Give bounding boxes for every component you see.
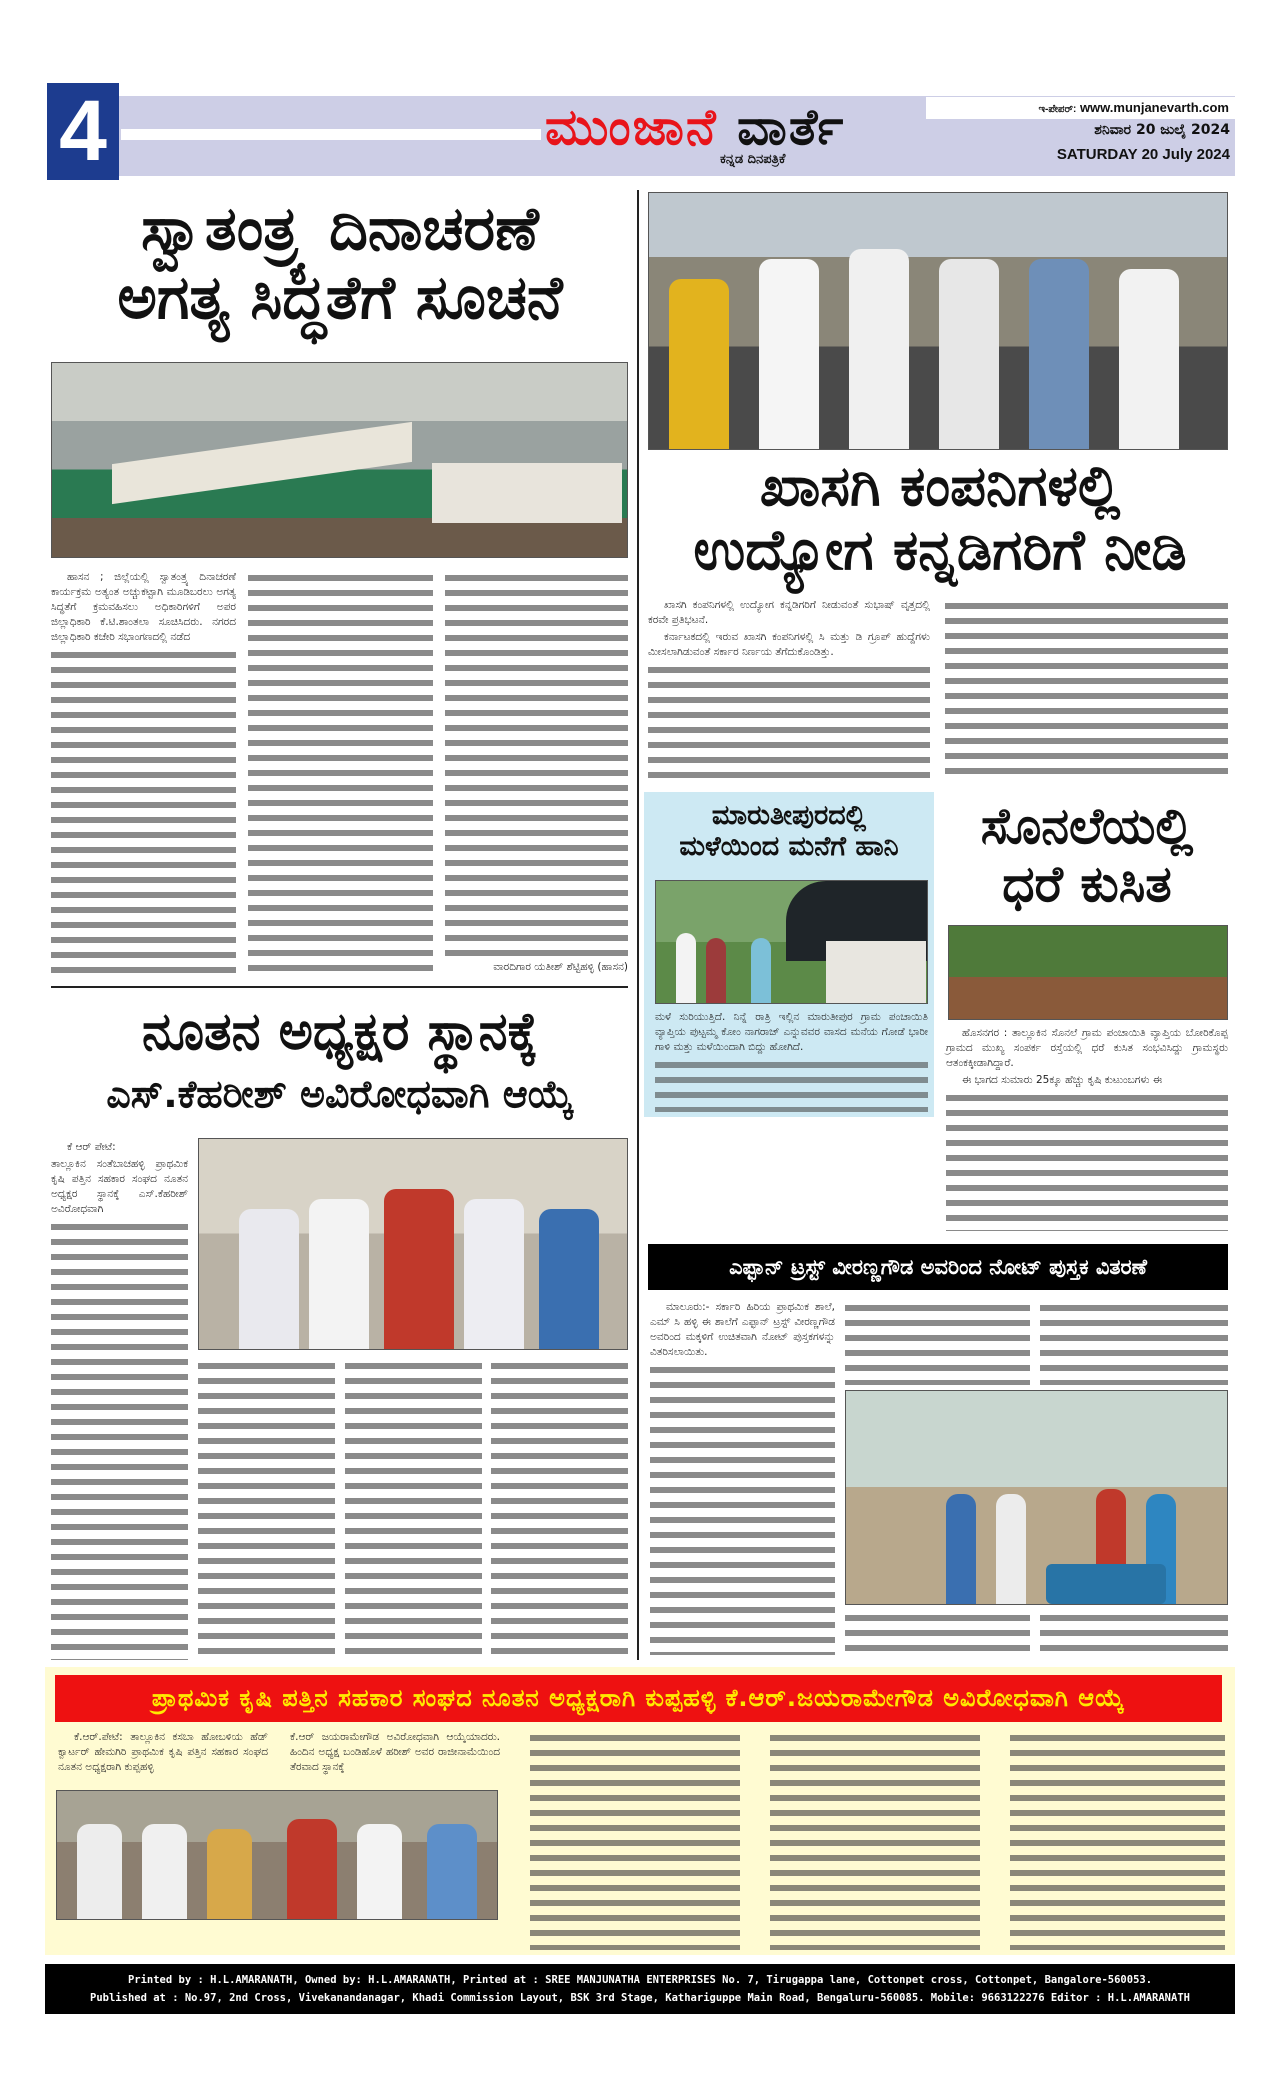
president-lead: ತಾಲ್ಲೂಕಿನ ಸಂತೆಬಾಚಹಳ್ಳಿ ಪ್ರಾಥಮಿಕ ಕೃಷಿ ಪತ್ತಿನ ಸಹಕಾರ ಸಂಘದ ನೂತನ ಅಧ್ಯಕ್ಷರ ಸ್ಥಾನಕ್ಕೆ ಎಸ್.ಕೆಹರೀಶ್ ಅವಿರೋಧವಾಗಿ	[51, 1158, 188, 1215]
president-dateline: ಕೆ ಆರ್ ಪೇಟೆ:	[67, 1141, 116, 1153]
jobs-lead-2: ಕರ್ನಾಟಕದಲ್ಲಿ ಇರುವ ಖಾಸಗಿ ಕಂಪನಿಗಳಲ್ಲಿ ಸಿ ಮತ್ತು ಡಿ ಗ್ರೂಪ್ ಹುದ್ದೆಗಳು ಮೀಸಲಾಗಿಡುವಂತೆ ಸರ್ಕಾರ ನಿರ್ಣಯ ತೆಗೆದುಕೊಂಡಿತ್ತು.	[648, 631, 930, 658]
meeting-photo	[51, 362, 628, 558]
notebook-col-1	[650, 1300, 835, 1655]
epaper-label: ಇ-ಪೇಪರ್:	[1038, 104, 1077, 115]
sonale-text	[946, 1026, 1228, 1231]
president-col-3	[345, 1358, 482, 1660]
president-col-2	[198, 1358, 335, 1660]
president-col-1	[51, 1140, 188, 1660]
coop-col-5	[1010, 1730, 1225, 1950]
president-photo	[198, 1138, 628, 1350]
notebook-lead: ಮಾಲೂರು:- ಸರ್ಕಾರಿ ಹಿರಿಯ ಪ್ರಾಥಮಿಕ ಶಾಲೆ, ಎಮ್ ಸಿ ಹಳ್ಳಿ ಈ ಶಾಲೆಗೆ ಎಫ್ಫಾನ್ ಟ್ರಸ್ಟ್ ವೀರಣ್ಣಗೌಡ ಅವರಿಂದ ಮಕ್ಕಳಿಗೆ ಉಚಿತವಾಗಿ ನೋಟ್ ಪುಸ್ತಕಗಳನ್ನು ವಿತರಿಸಲಾಯಿತು.	[650, 1301, 835, 1358]
jobs-col-2	[945, 598, 1228, 782]
page-number: 4	[47, 83, 119, 180]
house-damage-photo	[655, 880, 928, 1004]
tagline: ಕನ್ನಡ ದಿನಪತ್ರಿಕೆ	[720, 152, 786, 167]
notebook-col-2	[845, 1300, 1030, 1385]
coop-lead-2: ಕೆ.ಆರ್ ಜಯರಾಮೇಗೌಡ ಅವಿರೋಧವಾಗಿ ಆಯ್ಕೆಯಾದರು. ಹಿಂದಿನ ಅಧ್ಯಕ್ಷ ಬಂಡಿಹೊಳೆ ಹರೀಶ್ ಅವರ ರಾಜೀನಾಮೆಯಿಂದ ತೆರವಾದ ಸ್ಥಾನಕ್ಕೆ	[290, 1731, 500, 1773]
sonale-lead-1: ಹೊಸನಗರ : ತಾಲ್ಲೂಕಿನ ಸೊನಲೆ ಗ್ರಾಮ ಪಂಚಾಯಿತಿ ವ್ಯಾಪ್ತಿಯ ಬೋರಿಕೊಪ್ಪ ಗ್ರಾಮದ ಮುಖ್ಯ ಸಂಪರ್ಕ ರಸ್ತೆಯಲ್ಲಿ ಧರೆ ಕುಸಿತ ಸಂಭವಿಸಿದ್ದು ಗ್ರಾಮಸ್ಥರು ಆತಂಕಕ್ಕೀಡಾಗಿದ್ದಾರೆ.	[946, 1027, 1228, 1069]
independence-byline: ವಾರದಿಗಾರ ಯತೀಶ್ ಶೆಟ್ಟಿಹಳ್ಳಿ (ಹಾಸನ)	[493, 961, 628, 973]
imprint-line-1: Printed by : H.L.AMARANATH, Owned by: H.L.AMARANATH, Printed at : SREE MANJUNATHA ENTERPRISES No. 7, Tirugappa lane, Cottonpet cross, Cottonpet, Bangalore-560053.	[127, 1974, 1153, 1986]
section-divider	[51, 986, 628, 988]
cooperative-photo	[56, 1790, 498, 1920]
imprint-line-2: Published at : No.97, 2nd Cross, Vivekanandanagar, Khadi Commission Layout, BSK 3rd Stage, Kathariguppe Main Road, Bengaluru-560085. Mobile: 9663122276 Editor : H.L.AMARANATH	[90, 1992, 1190, 2004]
notebook-caption-2	[1040, 1610, 1228, 1655]
date-kannada: ಶನಿವಾರ 20 ಜುಲೈ 2024	[1094, 122, 1230, 138]
jobs-headline: ಖಾಸಗಿ ಕಂಪನಿಗಳಲ್ಲಿ ಉದ್ಯೋಗ ಕನ್ನಡಿಗರಿಗೆ ನೀಡಿ	[693, 454, 1187, 584]
cooperative-banner: ಪ್ರಾಥಮಿಕ ಕೃಷಿ ಪತ್ತಿನ ಸಹಕಾರ ಸಂಘದ ನೂತನ ಅಧ್ಯಕ್ಷರಾಗಿ ಕುಪ್ಪಹಳ್ಳಿ ಕೆ.ಆರ್.ಜಯರಾಮೇಗೌಡ ಅವಿರೋಧವಾಗಿ ಆಯ್ಕೆ	[55, 1675, 1222, 1722]
marutipura-headline: ಮಾರುತೀಪುರದಲ್ಲಿ ಮಳೆಯಿಂದ ಮನೆಗೆ ಹಾನಿ	[679, 800, 899, 863]
imprint-footer	[45, 1964, 1235, 2014]
jobs-col-1	[648, 598, 930, 782]
marutipura-box	[644, 792, 934, 1117]
coop-col-3	[530, 1730, 740, 1950]
sonale-headline: ಸೊನಲೆಯಲ್ಲಿ ಧರೆ ಕುಸಿತ	[980, 797, 1194, 913]
president-subheadline: ಎಸ್.ಕೆಹರೀಶ್ ಅವಿರೋಧವಾಗಿ ಆಯ್ಕೆ	[106, 1072, 574, 1116]
notebook-banner: ಎಫ್ಫಾನ್ ಟ್ರಸ್ಟ್ ವೀರಣ್ಣಗೌಡ ಅವರಿಂದ ನೋಟ್ ಪುಸ್ತಕ ವಿತರಣೆ	[648, 1244, 1228, 1290]
jobs-lead-1: ಖಾಸಗಿ ಕಂಪನಿಗಳಲ್ಲಿ ಉದ್ಯೋಗ ಕನ್ನಡಿಗರಿಗೆ ನೀಡುವಂತೆ ಸುಭಾಷ್ ವೃತ್ತದಲ್ಲಿ ಕರವೇ ಪ್ರತಿಭಟನೆ.	[648, 599, 930, 626]
masthead-strip	[121, 129, 541, 140]
title-red: ಮುಂಜಾನೆ	[545, 98, 718, 156]
independence-col-1	[51, 570, 236, 975]
sonale-lead-2: ಈ ಭಾಗದ ಸುಮಾರು 25ಕ್ಕೂ ಹೆಚ್ಚು ಕೃಷಿ ಕುಟುಂಬಗಳು ಈ	[962, 1074, 1162, 1086]
coop-col-4	[770, 1730, 980, 1950]
independence-lead: ಹಾಸನ ; ಜಿಲ್ಲೆಯಲ್ಲಿ ಸ್ವಾತಂತ್ರ್ಯ ದಿನಾಚರಣೆ ಕಾರ್ಯಕ್ರಮ ಅತ್ಯಂತ ಅಚ್ಚುಕಟ್ಟಾಗಿ ಮೂಡಿಬರಲು ಅಗತ್ಯ ಸಿದ್ಧತೆಗೆ ಕ್ರಮವಹಿಸಲು ಅಧಿಕಾರಿಗಳಿಗೆ ಅಪರ ಜಿಲ್ಲಾಧಿಕಾರಿ ಕೆ.ಟಿ.ಶಾಂತಲಾ ಸೂಚಿಸಿದರು. ನಗರದ ಜಿಲ್ಲಾಧಿಕಾರಿ ಕಚೇರಿ ಸಭಾಂಗಣದಲ್ಲಿ ನಡೆದ	[51, 571, 236, 643]
date-english: SATURDAY 20 July 2024	[1056, 146, 1230, 163]
epaper-link[interactable]	[926, 97, 1235, 119]
president-headline: ನೂತನ ಅಧ್ಯಕ್ಷರ ಸ್ಥಾನಕ್ಕೆ	[141, 1002, 539, 1062]
notebook-col-3	[1040, 1300, 1228, 1385]
coop-lead-1: ಕೆ.ಆರ್.ಪೇಟೆ: ತಾಲ್ಲೂಕಿನ ಕಸಬಾ ಹೋಬಳಿಯ ಹೆಡ್ ಕ್ವಾರ್ಟರ್ ಹೇಮಗಿರಿ ಪ್ರಾಥಮಿಕ ಕೃಷಿ ಪತ್ತಿನ ಸಹಕಾರ ಸಂಘದ ನೂತನ ಅಧ್ಯಕ್ಷರಾಗಿ ಕುಪ್ಪಹಳ್ಳಿ	[58, 1731, 268, 1773]
title-black: ವಾರ್ತೆ	[737, 98, 846, 156]
coop-col-2	[290, 1730, 500, 1785]
notebook-caption-1	[845, 1610, 1030, 1655]
coop-col-1	[58, 1730, 268, 1785]
independence-headline: ಸ್ವಾತಂತ್ರ್ಯ ದಿನಾಚರಣೆ ಅಗತ್ಯ ಸಿದ್ಧತೆಗೆ ಸೂಚನೆ	[117, 194, 563, 333]
notebook-photo	[845, 1390, 1228, 1605]
newspaper-title	[545, 98, 845, 157]
independence-col-3	[445, 570, 628, 975]
protest-photo	[648, 192, 1228, 450]
landslide-photo	[948, 925, 1228, 1020]
independence-col-2	[248, 570, 433, 975]
marutipura-lead: ಮಳೆ ಸುರಿಯುತ್ತಿದೆ. ನಿನ್ನೆ ರಾತ್ರಿ ಇಲ್ಲಿನ ಮಾರುತೀಪುರ ಗ್ರಾಮ ಪಂಚಾಯಿತಿ ವ್ಯಾಪ್ತಿಯ ಪುಟ್ಟಮ್ಮ ಕೋಂ ನಾಗರಾಜ್ ಎನ್ನುವವರ ವಾಸದ ಮನೆಯ ಗೋಡೆ ಭಾರೀ ಗಾಳಿ ಮತ್ತು ಮಳೆಯಿಂದಾಗಿ ಬಿದ್ದು ಹೋಗಿದೆ.	[655, 1011, 928, 1053]
website: www.munjanevarth.com	[1079, 100, 1229, 115]
president-col-4	[491, 1358, 628, 1660]
column-divider	[637, 190, 639, 1660]
